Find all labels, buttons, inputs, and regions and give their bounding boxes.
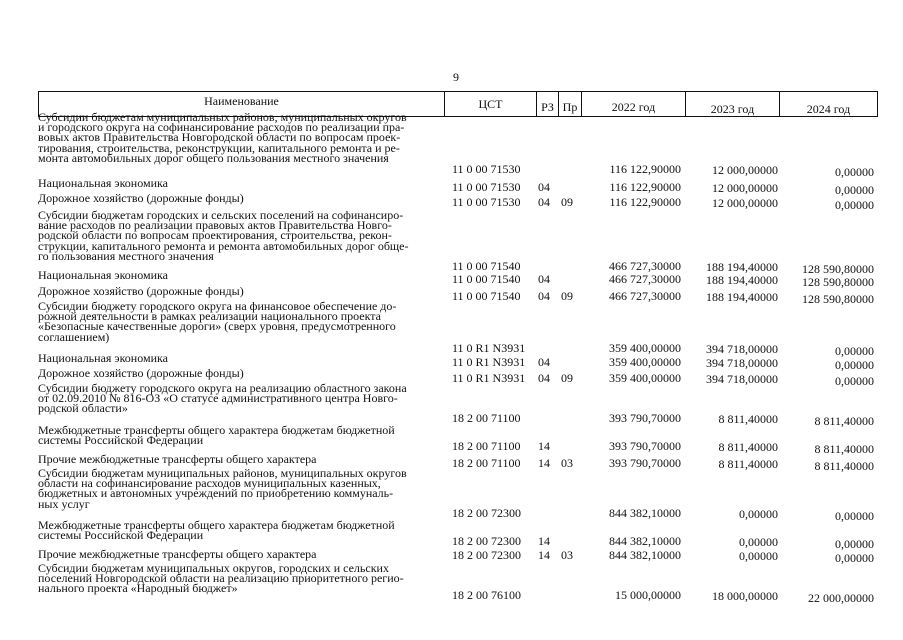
row-value-2022: 466 727,30000 [609,259,681,273]
row-name-line: Дорожное хозяйство (дорожные фонды) [38,284,244,298]
row-name-line: нального проекта «Народный бюджет» [38,581,238,596]
row-name-line: тирования, строительства, реконструкции, капитального ремонта и ре- [38,140,400,155]
row-cst: 18 2 00 72300 [452,506,521,520]
row-value-2024: 0,00000 [835,358,874,372]
row-cst: 18 2 00 76100 [452,588,521,602]
row-value-2024: 0,00000 [835,165,874,179]
row-value-2024: 128 590,80000 [802,262,874,276]
row-rz: 04 [538,195,550,209]
row-value-2023: 0,00000 [739,549,778,563]
row-value-2022: 393 790,70000 [609,411,681,425]
row-value-2022: 393 790,70000 [609,439,681,453]
row-value-2022: 466 727,30000 [609,272,681,286]
row-rz: 14 [538,439,550,453]
row-rz: 14 [538,534,550,548]
row-rz: 04 [538,289,550,303]
row-value-2024: 0,00000 [835,551,874,565]
row-name-line: го пользования местного значения [38,248,214,263]
row-name-line: ных услуг [38,496,90,511]
row-value-2022: 116 122,90000 [609,162,681,176]
row-value-2024: 0,00000 [835,344,874,358]
row-cst: 11 0 00 71530 [452,180,521,194]
row-value-2023: 188 194,40000 [706,290,778,304]
row-value-2023: 394 718,00000 [706,372,778,386]
row-name-line: от 02.09.2010 № 816-ОЗ «О статусе административного центра Новго- [38,391,398,406]
row-name-line: Прочие межбюджетные трансферты общего характера [38,547,317,561]
row-cst: 18 2 00 72300 [452,534,521,548]
header-2024: 2024 год [779,92,877,116]
row-name-line: поселений Новгородской области на реализацию приоритетного регио- [38,571,404,586]
row-value-2024: 0,00000 [835,198,874,212]
row-cst: 18 2 00 71100 [452,456,521,470]
row-cst: 18 2 00 71100 [452,411,521,425]
row-value-2023: 0,00000 [739,507,778,521]
row-value-2023: 188 194,40000 [706,260,778,274]
row-name-line: Прочие межбюджетные трансферты общего характера [38,452,317,466]
row-value-2023: 12 000,00000 [712,196,778,210]
row-value-2024: 0,00000 [835,537,874,551]
row-value-2023: 0,00000 [739,535,778,549]
row-name-line: Субсидии бюджету городского округа на реализацию областного закона [38,381,407,395]
row-name-line: Межбюджетные трансферты общего характера бюджетам бюджетной [38,423,395,437]
row-cst: 11 0 00 71540 [452,272,521,286]
row-rz: 14 [538,456,550,470]
row-value-2022: 359 400,00000 [609,371,681,385]
row-value-2022: 844 382,10000 [609,534,681,548]
row-name-line: струкции, капитального ремонта и ремонта автомобильных дорог обще- [38,238,409,253]
header-2023: 2023 год [685,92,779,116]
row-value-2024: 8 811,40000 [814,442,874,456]
row-rz: 04 [538,272,550,286]
row-value-2024: 8 811,40000 [814,459,874,473]
row-value-2022: 844 382,10000 [609,548,681,562]
row-value-2024: 8 811,40000 [814,414,874,428]
row-name-line: системы Российской Федерации [38,433,204,448]
row-value-2024: 128 590,80000 [802,292,874,306]
row-name-line: Субсидии бюджетам муниципальных районов, муниципальных округов [38,110,407,124]
row-name-line: соглашением) [38,329,110,344]
row-name-line: монта автомобильных дорог общего пользования местного значения [38,150,389,165]
row-value-2023: 394 718,00000 [706,342,778,356]
row-value-2023: 12 000,00000 [712,181,778,195]
row-value-2023: 12 000,00000 [712,163,778,177]
row-pr: 09 [561,195,573,209]
row-cst: 11 0 00 71540 [452,289,521,303]
row-name-line: Национальная экономика [38,351,168,365]
row-rz: 04 [538,180,550,194]
row-value-2022: 116 122,90000 [609,180,681,194]
row-pr: 09 [561,371,573,385]
row-pr: 03 [561,456,573,470]
row-pr: 09 [561,289,573,303]
row-name-line: Субсидии бюджетам городских и сельских поселений на софинансиро- [38,208,404,222]
row-name-line: Субсидии бюджетам муниципальных округов, городских и сельских [38,561,389,575]
row-name-line: области на софинансирование расходов муниципальных казенных, [38,476,381,491]
row-value-2022: 393 790,70000 [609,456,681,470]
row-rz: 04 [538,371,550,385]
row-value-2023: 188 194,40000 [706,273,778,287]
row-value-2023: 8 811,40000 [718,457,778,471]
row-value-2023: 394 718,00000 [706,356,778,370]
row-value-2024: 0,00000 [835,183,874,197]
row-value-2024: 0,00000 [835,509,874,523]
row-rz: 04 [538,355,550,369]
row-name-line: Межбюджетные трансферты общего характера бюджетам бюджетной [38,518,395,532]
page-number: 9 [453,70,459,84]
row-name-line: Субсидии бюджету городского округа на финансовое обеспечение до- [38,299,397,313]
header-rz: РЗ [536,92,558,116]
row-value-2024: 22 000,00000 [808,591,874,605]
header-pr: Пр [558,92,581,116]
row-cst: 11 0 00 71540 [452,259,521,273]
row-value-2022: 466 727,30000 [609,289,681,303]
row-cst: 11 0 R1 N3931 [452,355,526,369]
row-name-line: Дорожное хозяйство (дорожные фонды) [38,366,244,380]
header-name: Наименование [204,94,279,108]
row-value-2022: 844 382,10000 [609,506,681,520]
row-cst: 11 0 R1 N3931 [452,341,526,355]
row-name-line: вовых актов Правительства Новгородской области по вопросам проек- [38,130,401,145]
row-name-line: системы Российской Федерации [38,528,204,543]
row-pr: 03 [561,548,573,562]
row-cst: 11 0 R1 N3931 [452,371,526,385]
row-cst: 18 2 00 71100 [452,439,521,453]
row-cst: 18 2 00 72300 [452,548,521,562]
row-name-line: вание расходов по реализации правовых актов Правительства Новго- [38,218,392,233]
row-value-2023: 8 811,40000 [718,440,778,454]
row-value-2022: 359 400,00000 [609,341,681,355]
row-value-2022: 15 000,00000 [615,588,681,602]
row-name-line: Национальная экономика [38,268,168,282]
row-name-line: Национальная экономика [38,176,168,190]
row-name-line: родской области» [38,401,128,416]
row-value-2024: 128 590,80000 [802,275,874,289]
row-name-line: Дорожное хозяйство (дорожные фонды) [38,191,244,205]
row-value-2022: 359 400,00000 [609,355,681,369]
row-cst: 11 0 00 71530 [452,195,521,209]
header-cst: ЦСТ [444,92,536,116]
row-value-2023: 8 811,40000 [718,412,778,426]
row-value-2023: 18 000,00000 [712,589,778,603]
row-name-line: рожной деятельности в рамках реализации национального проекта [38,309,381,324]
row-name-line: и городского округа на софинансирование расходов по реализации пра- [38,120,405,135]
row-name-line: бюджетных и автономных учреждений по приобретению коммуналь- [38,486,394,501]
row-name-line: «Безопасные качественные дороги» (сверх уровня, предусмотренного [38,319,396,334]
row-cst: 11 0 00 71530 [452,162,521,176]
row-value-2022: 116 122,90000 [609,195,681,209]
header-2022: 2022 год [581,92,685,116]
row-value-2024: 0,00000 [835,374,874,388]
row-name-line: родской области по вопросам проектирования, строительства, рекон- [38,228,392,243]
row-rz: 14 [538,548,550,562]
row-name-line: Субсидии бюджетам муниципальных районов, муниципальных округов [38,466,407,480]
